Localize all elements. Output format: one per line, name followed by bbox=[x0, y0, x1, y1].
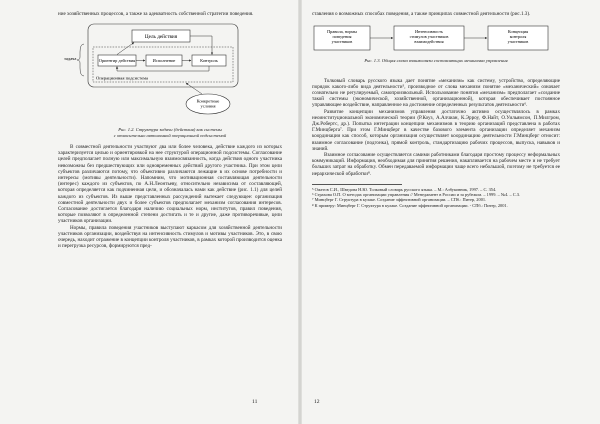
conditions-label: Конкретные условия bbox=[196, 98, 220, 109]
task-label: задача bbox=[64, 56, 77, 62]
footnote-divider bbox=[312, 184, 402, 185]
control-concept-label: Концепция контроля участников bbox=[507, 29, 529, 45]
right-paragraph-3: Взаимное согласование осуществляется самими работниками благодаря простому процессу неформальных коммуникаций. Информация, необходимая для принятия решения, накапливается на рабочем месте и не требует больших затрат на обработку. Обмен передаваемой информации чаще всего небольшой, поэтому не требуется ее иерархической обработки⁸. bbox=[312, 152, 560, 177]
execution-label: Исполнение bbox=[152, 58, 176, 64]
goal-label: Цель действия bbox=[144, 34, 178, 41]
figure-1-3-diagram bbox=[312, 23, 557, 57]
orienting-label: Ориентир действия bbox=[98, 58, 136, 64]
right-page bbox=[300, 0, 600, 424]
footnote-5: ⁵ Ожегов С.И., Шведова Н.Ю. Толковый словарь русского языка. – М.: Азбуковник, 1997. – С. 354. bbox=[312, 186, 497, 192]
right-paragraph-2: Развитие концепции механизмов управления достаточно активно осуществлялось в рамках неоинституциональной экономической теории (Р.Коуз, А.Алчиан, К.Эрроу, Ф.Найт, О.Уильямсон, П.Милгром, Дж.Робертс, др.). Попытка интеграции концепции механизмов в теорию организаций представлена в работах Г.Минцберга⁷. При этом Г.Минцберг в качестве базового элемента организации определяет механизм координации как способ, которым организация осуществляет координацию деятельности Г.Минцберг относит: взаимное согласование (подгонка), прямой контроль, стандартизацию рабочих процессов, выпуска, навыков и знаний. bbox=[312, 108, 560, 152]
left-page-number: 11 bbox=[252, 399, 258, 405]
footnote-8: ⁸ К примеру: Минцберг Г. Структура в кулаке. Создание эффективной организации. - СПб.: Питер, 2001. bbox=[312, 202, 508, 208]
figure-1-2-caption-line2: с относительно автономной операционной подсистемой bbox=[113, 132, 227, 138]
figure-1-2-caption-line1: Рис. 1.2. Структура задачи (действия) как системы bbox=[118, 127, 222, 133]
footnote-6: ⁶ Страхова О.П. О методах организации управления // Менеджмент в России и за рубежом. – 1999. – №4. – С.3. bbox=[312, 192, 521, 198]
right-page-number: 12 bbox=[314, 399, 320, 405]
left-paragraph-2: Нормы, правила поведения участников выступают каркасом для хозяйственной деятельности участников организации, воздействуя на интенсивность стимулов и мотивы участников. Это, в свою очередь, находит отражение в концепции контроля участников, в рамках которой производится оценка и перегрузка ресурсов, формируются пред- bbox=[58, 224, 282, 250]
left-paragraph-1: В совместной деятельности участвуют два или более человека, действие каждого из которых характеризуется целью и ориентировкой на нее структурой операционной подсистемы. Согласование целей предполагает полную или максимальную взаимосвязанность, когда действия одного участника невозможны без предшествующих или одновременных действий другого участника. При этом цели субъектов различаются потому, что объективно различаются лежащие в их основе потребности и интересы (мотивы деятельности). Напомним, что мотивационная составляющая деятельности (интерес) каждого из субъектов, по А.Н.Леонтьеву, относительно независима от составляющей, которая определяется как подчиненная цели, и обозначалась нами как действие (рис. 1.1) для целей каждого из субъектов. Из выше представленных рассуждений вытекает следующее: организация совместной деятельности двух и более субъектов предполагает механизм согласования интересов. Согласование достигается благодаря наличию социальных норм, институтов, правил поведения, которые позволяют в определенной степени достигать и те и другие, даже противоречивые, цели участников организации. bbox=[58, 144, 282, 225]
left-intro-text: ние хозяйственных процессов, а также за адекватность собственной стратегии поведения. bbox=[58, 11, 254, 17]
rules-label: Правила, нормы поведения участников bbox=[327, 29, 357, 45]
right-intro-text: ставления о возможных способах поведения, а также принципах совместной деятельности (рис.1.3). bbox=[312, 11, 531, 17]
intensity-label: Интенсивность стимулов участников взаимодействия bbox=[409, 29, 449, 45]
figure-1-3-caption: Рис. 1.3. Общая схема взаимосвязи составляющих механизма управления bbox=[364, 58, 508, 64]
footnote-7: ⁷ Минцберг Г. Структура в кулаке. Создание эффективной организации. – СПб.: Питер, 2001. bbox=[312, 197, 487, 203]
figure-1-2-diagram bbox=[62, 22, 282, 127]
subsystem-label: Операционная подсистема bbox=[96, 75, 149, 81]
control-label: Контроль bbox=[200, 58, 218, 64]
right-paragraph-1: Толковый словарь русского языка дает понятие «механизм» как систему, устройство, определяющие порядок какого-либо вида деятельности⁵, производное от слова механизм понятие «механический» означает сознательно не регулируемый, самопроизвольный. Использование понятия «механизм» предполагает «создание такой системы (экономической, хозяйственной, организационной), которая обеспечивает постоянное управляющее воздействие, направленное на достижение определенных результатов деятельности⁶. bbox=[312, 77, 560, 109]
